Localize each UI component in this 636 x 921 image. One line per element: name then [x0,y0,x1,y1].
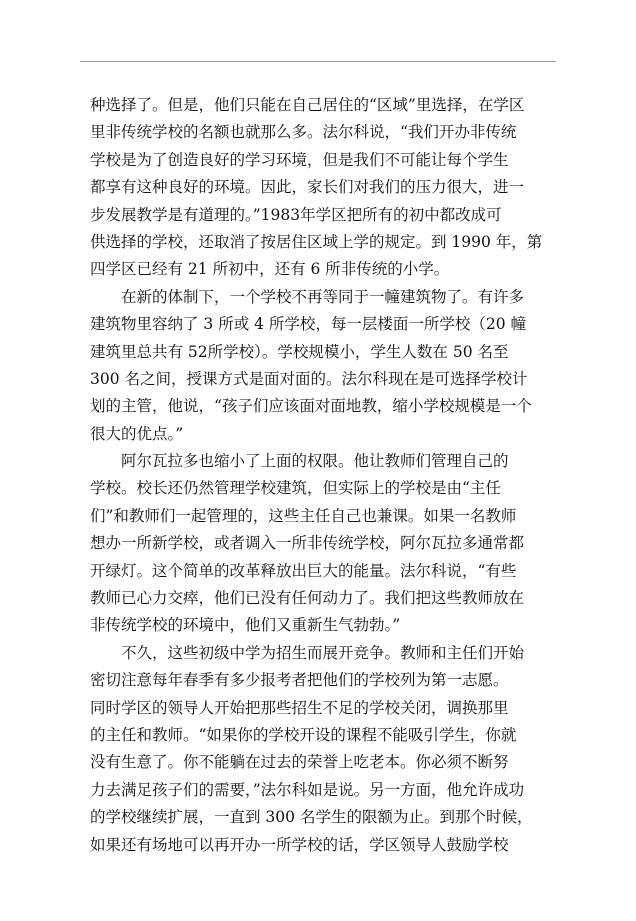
text-line: 没有生意了。你不能躺在过去的荣誉上吃老本。你必须不断努 [90,753,509,772]
text-line: 们”和教师们一起管理的，这些主任自己也兼课。如果一名教师 [90,506,517,525]
text-line: 步发展教学是有道理的。”1983年学区把所有的初中都改成可 [90,205,502,224]
paragraph-first-line: 阿尔瓦拉多也缩小了上面的权限。他让教师们管理自己的 [121,452,509,471]
text-line: 的学校继续扩展，一直到 300 名学生的限额为止。到那个时候， [90,808,533,827]
text-line: 非传统学校的环境中，他们又重新生气勃勃。” [90,616,401,635]
text-line: 如果还有场地可以再开办一所学校的话，学区领导人鼓励学校 [90,835,509,854]
text-line: 都享有这种良好的环境。因此，家长们对我们的压力很大，进一 [90,178,525,197]
text-line: 种选择了。但是，他们只能在自己居住的“区域”里选择，在学区 [90,96,525,114]
text-line: 同时学区的领导人开始把那些招生不足的学校关闭，调换那里 [90,698,509,717]
text-line: 学校是为了创造良好的学习环境，但是我们不可能让每个学生 [90,150,509,169]
text-line: 里非传统学校的名额也就那么多。法尔科说，“我们开办非传统 [90,123,517,142]
paragraph-first-line: 不久，这些初级中学为招生而展开竞争。教师和主任们开始 [121,643,525,662]
text-line: 的主任和教师。“如果你的学校开设的课程不能吸引学生，你就 [90,725,517,744]
text-line: 建筑物里容纳了 3 所或 4 所学校，每一层楼面一所学校（20 幢 [90,315,527,334]
text-line: 想办一所新学校，或者调入一所非传统学校，阿尔瓦拉多通常都 [90,534,525,553]
text-line: 教师已心力交瘁，他们已没有任何动力了。我们把这些教师放在 [90,589,525,608]
text-line: 四学区已经有 21 所初中，还有 6 所非传统的小学。 [90,260,450,279]
header-rule [80,61,556,62]
text-line: 很大的优点。” [90,424,184,443]
paragraph-first-line: 在新的体制下，一个学校不再等同于一幢建筑物了。有许多 [121,287,525,306]
text-line: 建筑里总共有 52所学校）。学校规模小，学生人数在 50 名至 [90,342,509,361]
text-line: 划的主管，他说，“孩子们应该面对面地教，缩小学校规模是一个 [90,397,532,416]
text-line: 学校。校长还仍然管理学校建筑，但实际上的学校是由“主任 [90,479,501,498]
text-line: 密切注意每年春季有多少报考者把他们的学校列为第一志愿。 [90,671,509,690]
body-text [90,92,543,859]
text-line: 供选择的学校，还取消了按居住区域上学的规定。到 1990 年，第 [90,232,543,251]
text-line: 300 名之间，授课方式是面对面的。法尔科现在是可选择学校计 [90,369,528,388]
text-line: 开绿灯。这个简单的改革释放出巨大的能量。法尔科说，“有些 [90,561,517,580]
text-line: 力去满足孩子们的需要，”法尔科如是说。另一方面，他允许成功 [90,780,525,799]
